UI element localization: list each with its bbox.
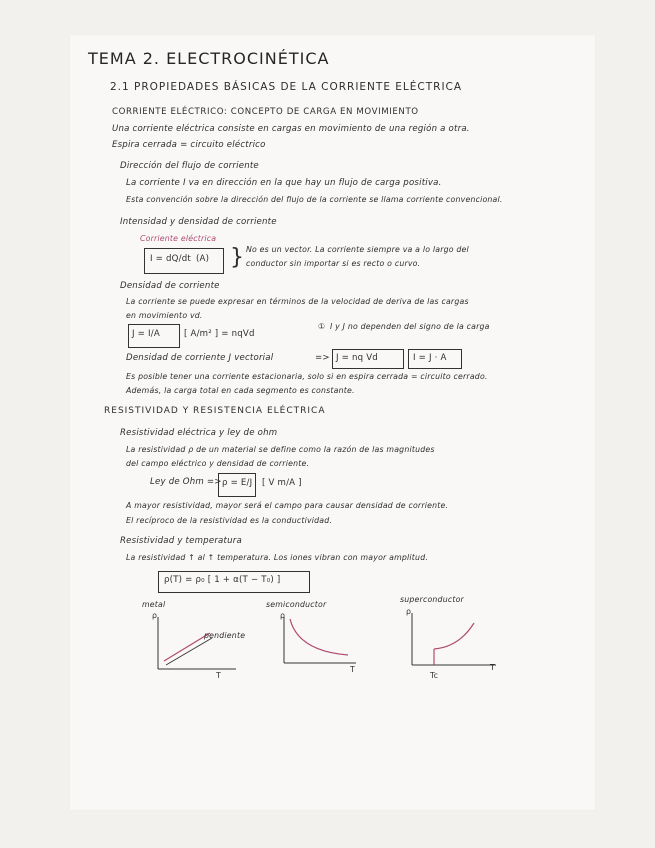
text-line: del campo eléctrico y densidad de corriente. [126, 459, 310, 468]
label-corriente-electrica: Corriente eléctrica [140, 234, 217, 243]
formula-density: J = I/A [132, 329, 160, 339]
graph-title-semiconductor: semiconductor [266, 600, 327, 609]
formula-density-unit: [ A/m² ] = nqVd [184, 329, 255, 339]
text-line: en movimiento vd. [126, 311, 203, 320]
formula-ohm: ρ = E/J [222, 478, 253, 488]
graph-title-superconductor: superconductor [400, 595, 464, 604]
formula-ohm-unit: [ V m/A ] [262, 478, 302, 488]
graph-superconductor-tc: Tc [430, 671, 439, 680]
text-line: No es un vector. La corriente siempre va a lo largo del [246, 245, 469, 254]
graph-semiconductor-xaxis: T [350, 665, 355, 674]
graph-metal-note: pendiente [204, 631, 246, 640]
subheading-intensity: Intensidad y densidad de corriente [120, 217, 277, 227]
subheading-ohm: Resistividad eléctrica y ley de ohm [120, 428, 278, 438]
text-line: La corriente se puede expresar en términos de la velocidad de deriva de las cargas [126, 297, 469, 306]
formula-current: I = dQ/dt [150, 254, 191, 264]
page-title: TEMA 2. ELECTROCINÉTICA [88, 49, 330, 68]
graph-superconductor-yaxis: ρ [406, 607, 412, 616]
text-line: El recíproco de la resistividad es la conductividad. [126, 516, 333, 525]
graph-title-metal: metal [142, 600, 166, 609]
text-line: Es posible tener una corriente estacionaria, solo si en espira cerrada = circuito cerrado. [126, 372, 488, 381]
section-heading: 2.1 PROPIEDADES BÁSICAS DE LA CORRIENTE ELÉCTRICA [110, 81, 463, 93]
text-line: conductor sin importar si es recto o curvo. [246, 259, 421, 268]
subheading-temperature: Resistividad y temperatura [120, 536, 242, 546]
notes-page [70, 35, 595, 810]
circled-marker: ① [318, 322, 326, 331]
text-line: Espira cerrada = circuito eléctrico [112, 140, 266, 150]
text-line: La resistividad ρ de un material se define como la razón de las magnitudes [126, 445, 435, 454]
graph-superconductor [404, 609, 504, 675]
graph-metal [150, 613, 240, 683]
graph-superconductor-xaxis: T [490, 663, 495, 672]
subheading-resistivity: RESISTIVIDAD Y RESISTENCIA ELÉCTRICA [104, 406, 326, 416]
graph-semiconductor [276, 613, 366, 673]
arrow-op: => [315, 353, 330, 363]
text-line: I y J no dependen del signo de la carga [330, 322, 490, 331]
text-line: Ley de Ohm => [150, 477, 222, 487]
subheading-density: Densidad de corriente [120, 281, 220, 291]
text-line: La resistividad ↑ al ↑ temperatura. Los iones vibran con mayor amplitud. [126, 553, 429, 562]
formula-density-vector: J = nq Vd [336, 353, 378, 363]
text-line: A mayor resistividad, mayor será el campo para causar densidad de corriente. [126, 501, 449, 510]
text-line: Una corriente eléctrica consiste en cargas en movimiento de una región a otra. [112, 124, 470, 134]
graph-metal-yaxis: ρ [152, 611, 158, 620]
subheading-concept: CORRIENTE ELÉCTRICO: CONCEPTO DE CARGA EN MOVIMIENTO [112, 107, 419, 117]
subheading-direction: Dirección del flujo de corriente [120, 161, 259, 171]
formula-unit: (A) [196, 254, 210, 264]
text-line: Densidad de corriente J vectorial [126, 353, 274, 363]
formula-temperature: ρ(T) = ρ₀ [ 1 + α(T − T₀) ] [164, 575, 281, 585]
formula-flux: I = J · A [413, 353, 447, 363]
text-line: Esta convención sobre la dirección del flujo de la corriente se llama corriente convencional. [126, 195, 503, 204]
graph-semiconductor-yaxis: ρ [280, 611, 286, 620]
brace: } [230, 245, 245, 270]
text-line: La corriente I va en dirección en la que hay un flujo de carga positiva. [126, 178, 442, 188]
text-line: Además, la carga total en cada segmento es constante. [126, 386, 355, 395]
graph-metal-xaxis: T [216, 671, 221, 680]
